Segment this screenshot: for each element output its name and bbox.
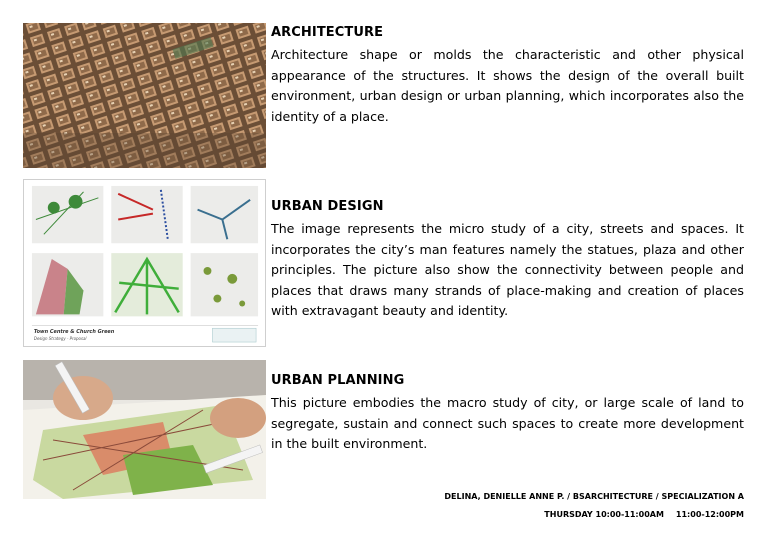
board-subtitle: Design Strategy - Proposal <box>33 336 87 342</box>
schedule-time-2: 11:00-12:00PM <box>675 510 744 519</box>
author-credit: DELINA, DENIELLE ANNE P. / BSARCHITECTURE / SPECIALIZATION A <box>444 492 744 501</box>
urban-planning-description: This picture embodies the macro study of city, or large scale of land to segregate, sustain and connect such spaces to create more development in the built environment. <box>271 395 744 451</box>
schedule-day: THURSDAY 10:00-11:00AM <box>544 510 664 519</box>
architecture-description: Architecture shape or molds the characteristic and other physical appearance of the structures. It shows the design of the overall built environment, urban design or urban planning, which incorporates also the identity of a place. <box>271 47 744 124</box>
urban-planning-heading: URBAN PLANNING <box>271 373 405 388</box>
board-title: Town Centre & Church Green <box>33 329 115 336</box>
urban-design-heading: URBAN DESIGN <box>271 199 384 214</box>
urban-design-description: The image represents the micro study of a city, streets and spaces. It incorporates the city’s man features namely the statues, plaza and other principles. The picture also show the connectivity between people and places that draws many strands of place-making and creation of places with extravagant beauty and identity. <box>271 221 744 318</box>
urban-design-board-image <box>23 179 266 347</box>
aerial-city-image <box>23 23 266 168</box>
architecture-heading: ARCHITECTURE <box>271 25 384 40</box>
class-schedule <box>544 510 744 519</box>
master-plan-drawing-image <box>23 360 266 499</box>
